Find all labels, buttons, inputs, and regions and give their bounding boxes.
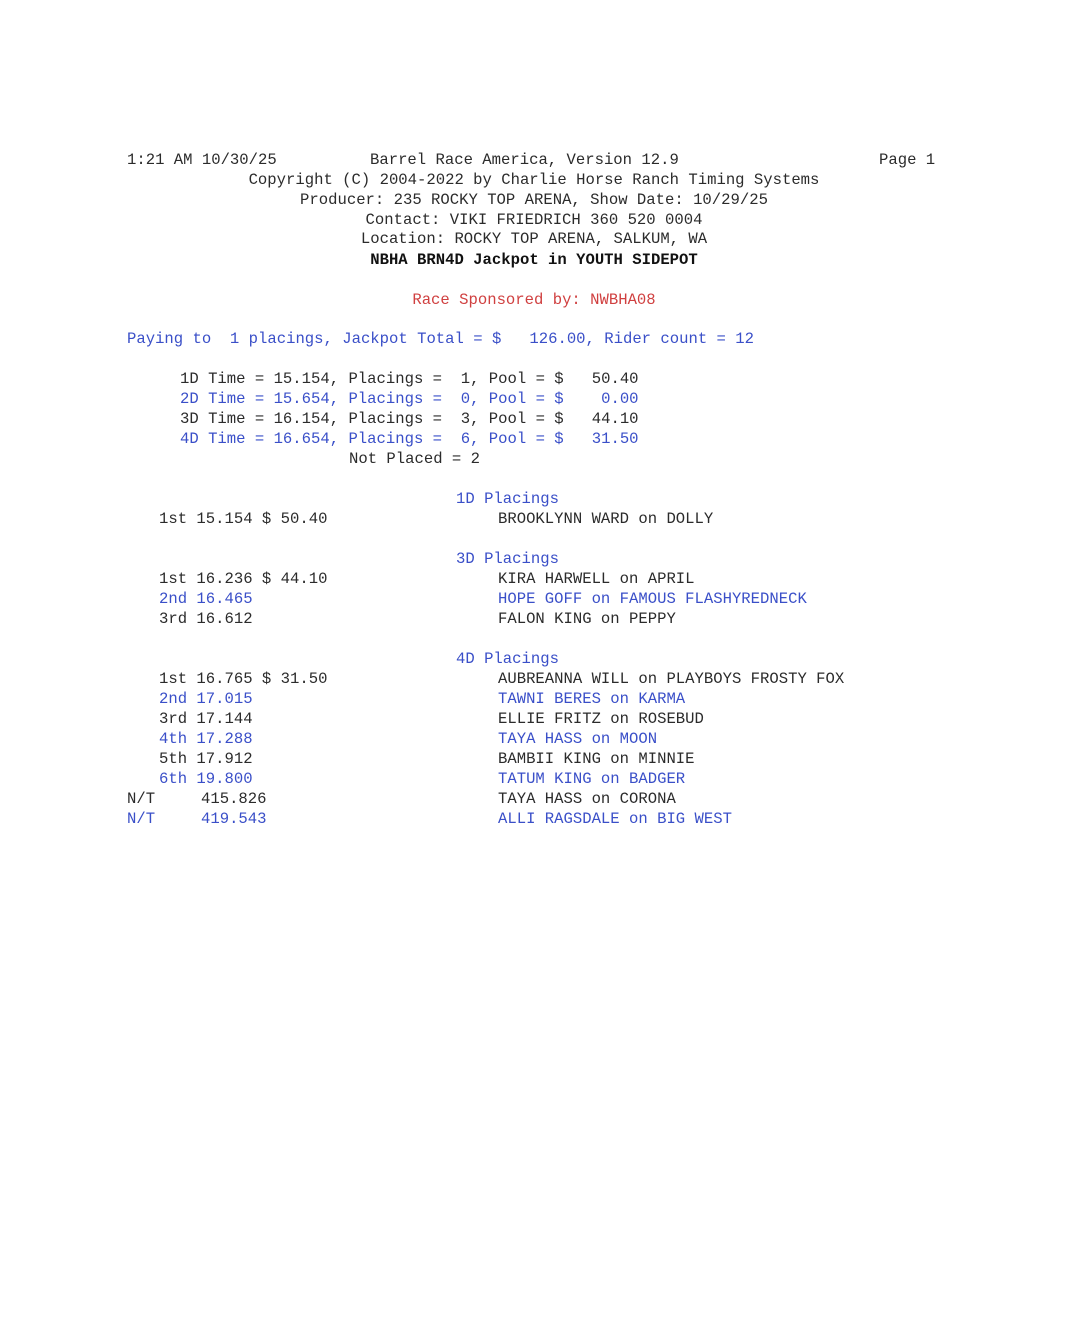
- placing-rider: ELLIE FRITZ on ROSEBUD: [498, 710, 704, 728]
- no-time-label: N/T: [127, 790, 156, 808]
- sponsor-line: Race Sponsored by: NWBHA08: [412, 291, 656, 309]
- placing-rider: TAWNI BERES on KARMA: [498, 690, 686, 708]
- placing-rider: FALON KING on PEPPY: [498, 610, 676, 628]
- app-version: Barrel Race America, Version 12.9: [370, 151, 679, 169]
- page-number: Page 1: [879, 151, 936, 169]
- location-line: Location: ROCKY TOP ARENA, SALKUM, WA: [360, 230, 708, 248]
- division-line-3d: 3D Time = 16.154, Placings = 3, Pool = $ 44.10: [180, 410, 639, 428]
- not-placed-count: Not Placed = 2: [349, 450, 481, 468]
- placing-result: 1st 15.154 $ 50.40: [159, 510, 328, 528]
- placings-title-3d: 3D Placings: [456, 550, 559, 568]
- placing-result: 2nd 16.465: [159, 590, 253, 608]
- division-line-2d: 2D Time = 15.654, Placings = 0, Pool = $ 0.00: [180, 390, 639, 408]
- division-line-4d: 4D Time = 16.654, Placings = 6, Pool = $ 31.50: [180, 430, 639, 448]
- division-line-1d: 1D Time = 15.154, Placings = 1, Pool = $ 50.40: [180, 370, 639, 388]
- placing-result: 3rd 16.612: [159, 610, 253, 628]
- placings-title-1d: 1D Placings: [456, 490, 559, 508]
- no-time-label: N/T: [127, 810, 156, 828]
- placings-title-4d: 4D Placings: [456, 650, 559, 668]
- copyright-line: Copyright (C) 2004-2022 by Charlie Horse Ranch Timing Systems: [248, 171, 820, 189]
- placing-rider: TATUM KING on BADGER: [498, 770, 686, 788]
- report-timestamp: 1:21 AM 10/30/25: [127, 151, 277, 169]
- placing-rider: BROOKLYNN WARD on DOLLY: [498, 510, 714, 528]
- placing-result: 1st 16.236 $ 44.10: [159, 570, 328, 588]
- placing-result: 1st 16.765 $ 31.50: [159, 670, 328, 688]
- placing-result: 3rd 17.144: [159, 710, 253, 728]
- placing-result: 6th 19.800: [159, 770, 253, 788]
- no-time-value: 415.826: [201, 790, 267, 808]
- placing-rider: HOPE GOFF on FAMOUS FLASHYREDNECK: [498, 590, 807, 608]
- no-time-rider: ALLI RAGSDALE on BIG WEST: [498, 810, 732, 828]
- placing-result: 5th 17.912: [159, 750, 253, 768]
- no-time-rider: TAYA HASS on CORONA: [498, 790, 676, 808]
- placing-rider: AUBREANNA WILL on PLAYBOYS FROSTY FOX: [498, 670, 845, 688]
- no-time-value: 419.543: [201, 810, 267, 828]
- placing-rider: TAYA HASS on MOON: [498, 730, 658, 748]
- placing-rider: KIRA HARWELL on APRIL: [498, 570, 695, 588]
- payout-summary: Paying to 1 placings, Jackpot Total = $ 126.00, Rider count = 12: [127, 330, 754, 348]
- placing-result: 4th 17.288: [159, 730, 253, 748]
- contact-line: Contact: VIKI FRIEDRICH 360 520 0004: [365, 211, 703, 229]
- placing-result: 2nd 17.015: [159, 690, 253, 708]
- producer-line: Producer: 235 ROCKY TOP ARENA, Show Date: 10/29/25: [300, 191, 768, 209]
- event-title: NBHA BRN4D Jackpot in YOUTH SIDEPOT: [370, 251, 698, 269]
- placing-rider: BAMBII KING on MINNIE: [498, 750, 695, 768]
